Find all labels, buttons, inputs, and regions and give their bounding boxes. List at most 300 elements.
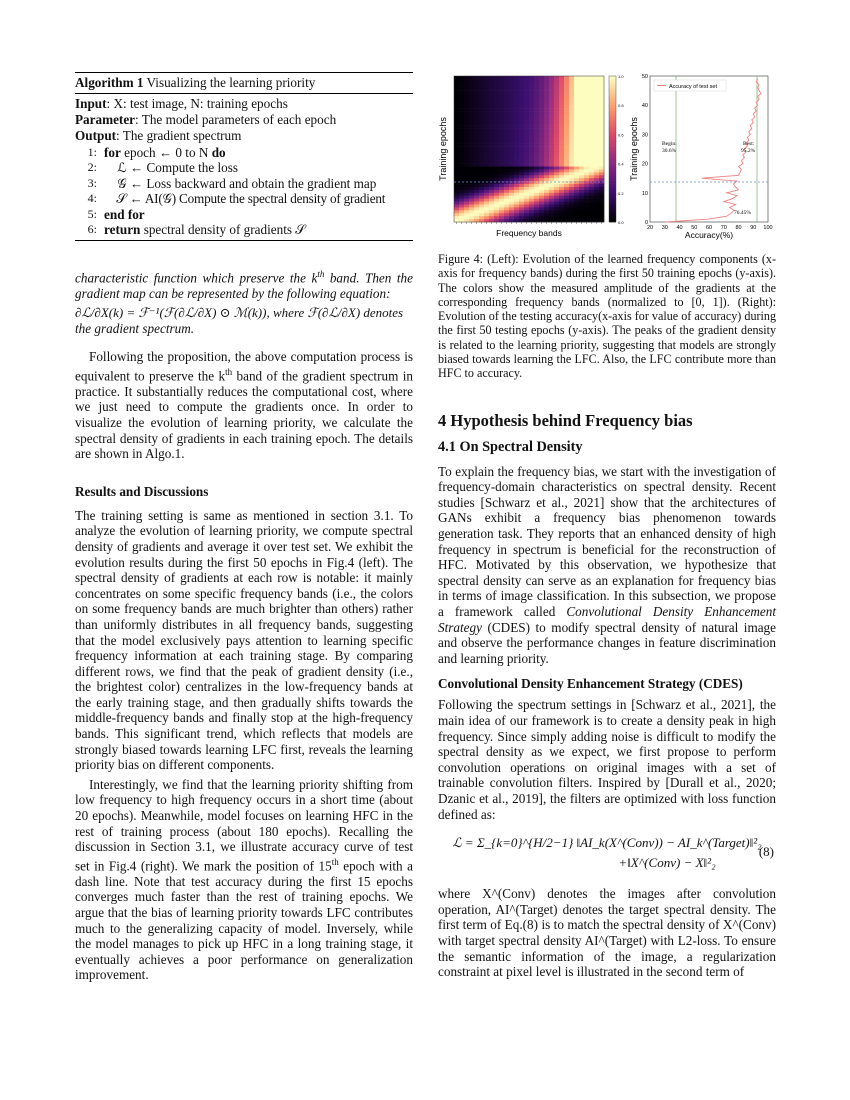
- heatmap-cell: [484, 196, 489, 199]
- heatmap-cell: [484, 96, 489, 99]
- heatmap-cell: [514, 114, 519, 117]
- heatmap-cell: [549, 204, 554, 207]
- heatmap-cell: [459, 91, 464, 94]
- heatmap-cell: [534, 91, 539, 94]
- heatmap-cell: [469, 178, 474, 181]
- heatmap-cell: [504, 155, 509, 158]
- heatmap-cell: [464, 111, 469, 114]
- heatmap-cell: [594, 117, 599, 120]
- heatmap-cell: [524, 131, 529, 134]
- heatmap-cell: [569, 184, 574, 187]
- heatmap-cell: [499, 193, 504, 196]
- heatmap-cell: [544, 134, 549, 137]
- heatmap-cell: [509, 169, 514, 172]
- heatmap-cell: [494, 94, 499, 97]
- heatmap-cell: [454, 134, 459, 137]
- heatmap-cell: [464, 79, 469, 82]
- heatmap-cell: [519, 82, 524, 85]
- heatmap-cell: [534, 143, 539, 146]
- heatmap-cell: [599, 76, 604, 79]
- heatmap-cell: [454, 152, 459, 155]
- heatmap-cell: [559, 164, 564, 167]
- heatmap-cell: [564, 184, 569, 187]
- heatmap-cell: [494, 207, 499, 210]
- heatmap-cell: [579, 216, 584, 219]
- figure-4: [438, 72, 776, 250]
- heatmap-cell: [469, 161, 474, 164]
- heatmap-cell: [524, 143, 529, 146]
- heatmap-cell: [544, 175, 549, 178]
- heatmap-cell: [479, 126, 484, 129]
- heatmap-cell: [554, 207, 559, 210]
- heatmap-cell: [544, 149, 549, 152]
- heatmap-cell: [524, 199, 529, 202]
- heatmap-cell: [504, 120, 509, 123]
- heatmap-cell: [559, 175, 564, 178]
- heatmap-cell: [594, 120, 599, 123]
- heatmap-cell: [579, 94, 584, 97]
- heatmap-cell: [514, 213, 519, 216]
- heatmap-cell: [579, 85, 584, 88]
- heatmap-cell: [464, 108, 469, 111]
- heatmap-cell: [539, 99, 544, 102]
- heatmap-cell: [499, 204, 504, 207]
- heatmap-cell: [579, 96, 584, 99]
- heatmap-cell: [454, 210, 459, 213]
- heatmap-cell: [584, 102, 589, 105]
- heatmap-cell: [519, 167, 524, 170]
- heatmap-cell: [519, 164, 524, 167]
- heatmap-cell: [509, 172, 514, 175]
- heatmap-cell: [589, 175, 594, 178]
- heatmap-cell: [589, 210, 594, 213]
- heatmap-cell: [479, 131, 484, 134]
- heatmap-cell: [484, 120, 489, 123]
- heatmap-cell: [599, 152, 604, 155]
- heatmap-cell: [599, 126, 604, 129]
- colorbar-cell: [609, 142, 616, 145]
- heatmap-cell: [494, 111, 499, 114]
- heatmap-cell: [579, 193, 584, 196]
- heatmap-cell: [504, 102, 509, 105]
- heatmap-cell: [549, 210, 554, 213]
- heatmap-cell: [554, 102, 559, 105]
- heatmap-cell: [514, 91, 519, 94]
- heatmap-cell: [544, 105, 549, 108]
- colorbar-cell: [609, 203, 616, 206]
- heatmap-cell: [574, 117, 579, 120]
- heatmap-cell: [509, 76, 514, 79]
- heatmap-cell: [569, 196, 574, 199]
- cdes-heading: Convolutional Density Enhancement Strategy (CDES): [438, 676, 743, 692]
- heatmap-cell: [599, 129, 604, 132]
- heatmap-cell: [579, 149, 584, 152]
- step-content: [104, 145, 226, 160]
- heatmap-cell: [464, 161, 469, 164]
- heatmap-cell: [549, 79, 554, 82]
- heatmap-cell: [469, 158, 474, 161]
- heatmap-cell: [554, 149, 559, 152]
- heatmap-cell: [544, 207, 549, 210]
- heatmap-cell: [594, 149, 599, 152]
- heatmap-cell: [529, 196, 534, 199]
- colorbar-cell: [609, 110, 616, 113]
- step-text: 𝒮 ← AI(𝒢) Compute the spectral density of gradient: [104, 191, 386, 207]
- heatmap-cell: [509, 167, 514, 170]
- heatmap-cell: [464, 175, 469, 178]
- heatmap-cell: [459, 204, 464, 207]
- heatmap-cell: [489, 114, 494, 117]
- heatmap-cell: [469, 187, 474, 190]
- heatmap-cell: [459, 129, 464, 132]
- heatmap-cell: [494, 88, 499, 91]
- heatmap-cell: [569, 187, 574, 190]
- heatmap-cell: [554, 164, 559, 167]
- heatmap-cell: [509, 114, 514, 117]
- heatmap-cell: [599, 99, 604, 102]
- colorbar-tick-label: 0.4: [618, 161, 624, 167]
- heatmap-cell: [529, 190, 534, 193]
- heatmap-cell: [519, 137, 524, 140]
- heatmap-cell: [504, 114, 509, 117]
- heatmap-cell: [489, 202, 494, 205]
- heatmap-cell: [564, 193, 569, 196]
- heatmap-cell: [589, 120, 594, 123]
- colorbar-cell: [609, 100, 616, 103]
- heatmap-cell: [534, 152, 539, 155]
- heatmap-cell: [479, 96, 484, 99]
- heatmap-cell: [569, 123, 574, 126]
- heatmap-cell: [544, 190, 549, 193]
- heatmap-cell: [484, 210, 489, 213]
- heatmap-cell: [479, 79, 484, 82]
- heatmap-cell: [464, 149, 469, 152]
- heatmap-cell: [564, 82, 569, 85]
- heatmap-cell: [589, 190, 594, 193]
- heatmap-cell: [594, 158, 599, 161]
- heatmap-cell: [459, 123, 464, 126]
- heatmap-cell: [594, 184, 599, 187]
- heatmap-cell: [459, 207, 464, 210]
- heatmap-cell: [579, 172, 584, 175]
- heatmap-cell: [539, 152, 544, 155]
- heatmap-cell: [564, 99, 569, 102]
- colorbar-cell: [609, 164, 616, 167]
- heatmap-cell: [514, 146, 519, 149]
- heatmap-cell: [529, 143, 534, 146]
- heatmap-cell: [599, 137, 604, 140]
- heatmap-cell: [519, 140, 524, 143]
- heatmap-cell: [454, 120, 459, 123]
- heatmap-cell: [559, 184, 564, 187]
- colorbar-cell: [609, 156, 616, 159]
- heatmap-cell: [504, 199, 509, 202]
- heatmap-cell: [504, 143, 509, 146]
- heatmap-cell: [459, 164, 464, 167]
- heatmap-cell: [499, 117, 504, 120]
- heatmap-cell: [564, 204, 569, 207]
- heatmap-cell: [554, 94, 559, 97]
- heatmap-cell: [494, 155, 499, 158]
- heatmap-cell: [504, 91, 509, 94]
- heatmap-cell: [494, 190, 499, 193]
- heatmap-cell: [484, 204, 489, 207]
- heatmap-cell: [534, 96, 539, 99]
- heatmap-cell: [474, 79, 479, 82]
- heatmap-cell: [509, 196, 514, 199]
- heatmap-cell: [574, 167, 579, 170]
- heatmap-cell: [489, 158, 494, 161]
- heatmap-cell: [539, 178, 544, 181]
- heatmap-cell: [519, 213, 524, 216]
- heatmap-cell: [469, 202, 474, 205]
- heatmap-cell: [474, 155, 479, 158]
- heatmap-cell: [554, 161, 559, 164]
- heatmap-cell: [534, 210, 539, 213]
- heatmap-cell: [489, 131, 494, 134]
- heatmap-cell: [599, 161, 604, 164]
- heatmap-cell: [529, 137, 534, 140]
- heatmap-cell: [549, 99, 554, 102]
- heatmap-cell: [514, 94, 519, 97]
- heatmap-cell: [544, 210, 549, 213]
- heatmap-cell: [464, 114, 469, 117]
- heatmap-cell: [464, 178, 469, 181]
- heatmap-cell: [544, 108, 549, 111]
- heatmap-cell: [509, 199, 514, 202]
- heatmap-cell: [504, 94, 509, 97]
- heatmap-cell: [464, 91, 469, 94]
- heatmap-cell: [499, 96, 504, 99]
- heatmap-cell: [549, 76, 554, 79]
- heatmap-cell: [484, 105, 489, 108]
- heatmap-cell: [459, 155, 464, 158]
- heatmap-cell: [499, 79, 504, 82]
- heatmap-cell: [454, 123, 459, 126]
- heatmap-cell: [549, 175, 554, 178]
- heatmap-cell: [494, 199, 499, 202]
- heatmap-cell: [514, 193, 519, 196]
- heatmap-cell: [559, 120, 564, 123]
- heatmap-cell: [499, 207, 504, 210]
- heatmap-cell: [519, 111, 524, 114]
- heatmap-cell: [564, 131, 569, 134]
- heatmap-cell: [599, 213, 604, 216]
- heatmap-cell: [524, 114, 529, 117]
- heatmap-cell: [589, 76, 594, 79]
- heatmap-cell: [484, 94, 489, 97]
- accuracy-ytick-label: 20: [641, 161, 648, 168]
- algorithm-step: [75, 207, 413, 222]
- heatmap-cell: [454, 161, 459, 164]
- heatmap-cell: [569, 88, 574, 91]
- heatmap-cell: [464, 82, 469, 85]
- heatmap-cell: [539, 175, 544, 178]
- heatmap-cell: [524, 79, 529, 82]
- heatmap-cell: [599, 190, 604, 193]
- colorbar-cell: [609, 205, 616, 208]
- heatmap-cell: [594, 146, 599, 149]
- heatmap-cell: [499, 143, 504, 146]
- heatmap-cell: [594, 105, 599, 108]
- heatmap-cell: [509, 134, 514, 137]
- heatmap-cell: [459, 79, 464, 82]
- heatmap-cell: [574, 123, 579, 126]
- heatmap-cell: [589, 94, 594, 97]
- equation-8-line-2: +‖X^(Conv) − X‖²₂: [618, 855, 716, 871]
- heatmap-cell: [589, 202, 594, 205]
- accuracy-xtick-label: 50: [691, 225, 698, 231]
- colorbar-tick-label: 0.2: [618, 190, 624, 196]
- heatmap-cell: [559, 204, 564, 207]
- heatmap-cell: [534, 213, 539, 216]
- heatmap-cell: [584, 204, 589, 207]
- heatmap-cell: [544, 202, 549, 205]
- heatmap-cell: [539, 216, 544, 219]
- heatmap-cell: [509, 161, 514, 164]
- heatmap-cell: [514, 111, 519, 114]
- heatmap-cell: [574, 129, 579, 132]
- heatmap-cell: [514, 99, 519, 102]
- heatmap-cell: [524, 178, 529, 181]
- heatmap-cell: [584, 105, 589, 108]
- heatmap-cell: [454, 96, 459, 99]
- heatmap-cell: [549, 85, 554, 88]
- heatmap-cell: [479, 152, 484, 155]
- heatmap-cell: [479, 134, 484, 137]
- heatmap-cell: [534, 196, 539, 199]
- heatmap-cell: [524, 164, 529, 167]
- heatmap-cell: [504, 149, 509, 152]
- heatmap-cell: [489, 111, 494, 114]
- colorbar-cell: [609, 171, 616, 174]
- heatmap-cell: [579, 105, 584, 108]
- heatmap-cell: [584, 111, 589, 114]
- algorithm-input-label: Input: [75, 96, 107, 111]
- heatmap-cell: [574, 172, 579, 175]
- heatmap-cell: [574, 146, 579, 149]
- heatmap-cell: [494, 99, 499, 102]
- heatmap-cell: [544, 193, 549, 196]
- heatmap-cell: [569, 149, 574, 152]
- heatmap-cell: [479, 94, 484, 97]
- heatmap-cell: [514, 202, 519, 205]
- heatmap-cell: [559, 196, 564, 199]
- heatmap-cell: [554, 108, 559, 111]
- heatmap-cell: [534, 190, 539, 193]
- heatmap-cell: [519, 134, 524, 137]
- heatmap-cell: [484, 126, 489, 129]
- begin-value: 30.6%: [662, 148, 677, 154]
- heatmap-cell: [544, 126, 549, 129]
- heatmap-cell: [489, 126, 494, 129]
- heatmap-cell: [564, 190, 569, 193]
- heatmap-cell: [529, 99, 534, 102]
- colorbar-cell: [609, 137, 616, 140]
- heatmap-cell: [489, 178, 494, 181]
- heatmap-cell: [514, 140, 519, 143]
- heatmap-cell: [549, 213, 554, 216]
- heatmap-cell: [464, 94, 469, 97]
- colorbar-cell: [609, 144, 616, 147]
- heatmap-cell: [499, 131, 504, 134]
- heatmap-cell: [549, 108, 554, 111]
- heatmap-cell: [539, 149, 544, 152]
- heatmap-cell: [469, 88, 474, 91]
- colorbar-cell: [609, 113, 616, 116]
- heatmap-cell: [489, 207, 494, 210]
- colorbar-cell: [609, 108, 616, 111]
- heatmap-cell: [564, 155, 569, 158]
- step-content: [104, 222, 306, 237]
- heatmap-cell: [559, 158, 564, 161]
- heatmap-cell: [509, 111, 514, 114]
- heatmap-cell: [464, 196, 469, 199]
- heatmap-cell: [549, 102, 554, 105]
- heatmap-cell: [499, 129, 504, 132]
- heatmap-cell: [484, 184, 489, 187]
- heatmap-cell: [554, 152, 559, 155]
- proposition-text: band. Then the gradient map can be represented by the following equation:: [75, 270, 413, 302]
- heatmap-cell: [584, 140, 589, 143]
- heatmap-cell: [464, 190, 469, 193]
- heatmap-cell: [509, 79, 514, 82]
- heatmap-cell: [564, 175, 569, 178]
- heatmap-cell: [484, 146, 489, 149]
- heatmap-cell: [539, 158, 544, 161]
- superscript: th: [331, 856, 339, 867]
- heatmap-cell: [514, 131, 519, 134]
- heatmap-cell: [594, 216, 599, 219]
- paragraph-text: band of the gradient spectrum in practice. It substantially reduces the computational cost, where we just need to compute the gradients once. In order to visualize the evolution of learning priority, we calculate the spectral density of gradients in each training epoch. The details are shown in Algo.1.: [75, 368, 413, 462]
- heatmap-cell: [594, 140, 599, 143]
- heatmap-cell: [489, 96, 494, 99]
- paragraph-interestingly: [75, 777, 413, 983]
- heatmap-cell: [484, 131, 489, 134]
- algorithm-input-text: : X: test image, N: training epochs: [106, 96, 288, 111]
- heatmap-cell: [499, 178, 504, 181]
- heatmap-cell: [559, 114, 564, 117]
- heatmap-cell: [564, 187, 569, 190]
- heatmap-cell: [509, 178, 514, 181]
- heatmap-cell: [459, 149, 464, 152]
- heatmap-cell: [524, 123, 529, 126]
- heatmap-cell: [519, 161, 524, 164]
- heatmap-cell: [479, 169, 484, 172]
- heatmap-cell: [544, 137, 549, 140]
- heatmap-cell: [589, 126, 594, 129]
- heatmap-cell: [454, 129, 459, 132]
- heatmap-cell: [579, 129, 584, 132]
- heatmap-cell: [544, 164, 549, 167]
- heatmap-cell: [569, 161, 574, 164]
- heatmap-cell: [454, 117, 459, 120]
- heatmap-cell: [509, 129, 514, 132]
- heatmap-cell: [519, 123, 524, 126]
- heatmap-cell: [534, 193, 539, 196]
- heatmap-cell: [494, 123, 499, 126]
- heatmap-cell: [479, 202, 484, 205]
- heatmap-cell: [504, 193, 509, 196]
- heatmap-cell: [514, 204, 519, 207]
- heatmap-cell: [504, 207, 509, 210]
- paragraph-text: Following the proposition, the above computation process is equivalent to preserve the k: [75, 349, 413, 384]
- equation-text: ∂ℒ/∂X(k) = ℱ⁻¹(ℱ(∂ℒ/∂X) ⊙ ℳ(k)), where ℱ(∂ℒ/∂X) denotes: [75, 305, 404, 321]
- heatmap-cell: [479, 146, 484, 149]
- section-4-heading: 4 Hypothesis behind Frequency bias: [438, 410, 693, 430]
- colorbar-cell: [609, 122, 616, 125]
- heatmap-cell: [534, 140, 539, 143]
